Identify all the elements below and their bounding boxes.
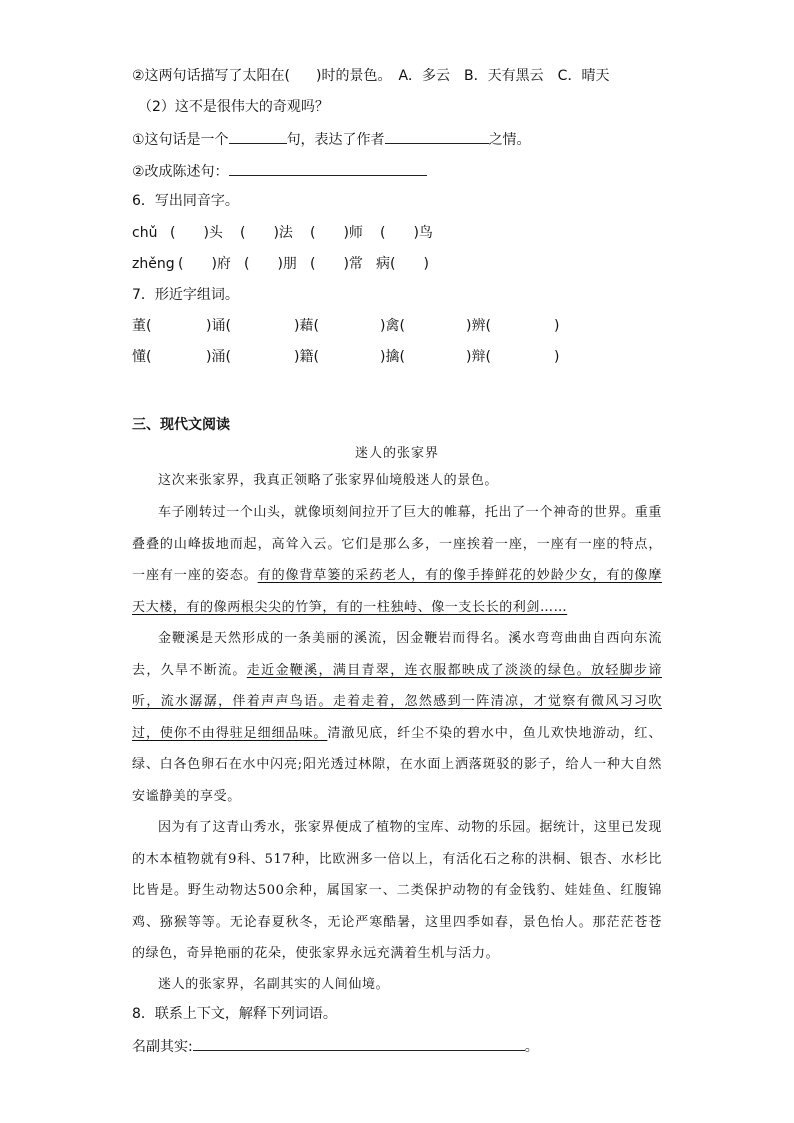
q5-options: A．多云 B．天有黑云 C．晴天: [398, 68, 610, 84]
answer-blank[interactable]: [229, 160, 427, 176]
q8-item: 名副其实: 。: [132, 1035, 539, 1057]
char-item: ): [554, 349, 560, 365]
passage-paragraph-1: 这次来张家界，我真正领略了张家界仙境般迷人的景色。: [158, 473, 499, 488]
char-item[interactable]: 董(: [132, 318, 152, 334]
char-item[interactable]: )籍(: [294, 349, 319, 365]
q5-part2-item-2: ②改成陈述句：: [132, 160, 427, 182]
homophone-item[interactable]: ( )头: [170, 225, 223, 241]
homophone-item[interactable]: ( )法: [240, 225, 293, 241]
char-item: ): [554, 318, 560, 334]
q7-heading: 7．形近字组词。: [132, 287, 239, 303]
underlined-sentence: 走近金鞭溪，满目青翠，连衣服都映成了淡淡的绿色。放轻脚步谛听，流水潺潺，伴着声声鸟语。走着走着，忽然感到一阵清凉，才觉察有微风习习吹过，使你不由得驻足细细品味。: [132, 662, 662, 741]
homophone-item[interactable]: ( )朋: [244, 256, 297, 272]
answer-blank[interactable]: [385, 128, 489, 144]
char-item[interactable]: )辨(: [466, 318, 491, 334]
underlined-sentence: 有的像背草篓的采药老人，有的像手捧鲜花的妙龄少女，有的像摩天大楼，有的像两根尖尖的竹笋，有的一柱独峙、像一支长长的利剑……: [132, 568, 662, 615]
char-item[interactable]: )藉(: [294, 318, 319, 334]
pinyin: chǔ: [132, 225, 158, 241]
char-item[interactable]: )诵(: [206, 318, 231, 334]
q7-row-1: [132, 316, 559, 336]
homophone-item[interactable]: ( )常: [310, 256, 363, 272]
char-item[interactable]: )禽(: [380, 318, 405, 334]
passage-paragraph-3: 金鞭溪是天然形成的一条美丽的溪流，因金鞭岩而得名。溪水弯弯曲曲自西向东流去，久旱不断流。走近金鞭溪，满目青翠，连衣服都映成了淡淡的绿色。放轻脚步谛听，流水潺潺，伴着声声鸟语。走着走着，忽然感到一阵清凉，才觉察有微风习习吹过，使你不由得驻足细细品味。清澈见底，纤尘不染的碧水中，鱼儿欢快地游动，红、绿、白各色卵石在水中闪亮;阳光透过林隙，在水面上洒落斑驳的影子，给人一种大自然安谧静美的享受。: [132, 631, 662, 804]
passage-paragraph-5: 迷人的张家界，名副其实的人间仙境。: [158, 977, 390, 992]
passage-paragraph-2: 车子刚转过一个山头，就像顷刻间拉开了巨大的帷幕，托出了一个神奇的世界。重重叠叠的山峰拔地而起，高耸入云。它们是那么多，一座挨着一座，一座有一座的特点，一座有一座的姿态。有的像背草篓的采药老人，有的像手捧鲜花的妙龄少女，有的像摩天大楼，有的像两根尖尖的竹笋，有的一柱独峙、像一支长长的利剑……: [132, 505, 662, 615]
passage-title: 迷人的张家界: [354, 446, 439, 461]
homophone-item[interactable]: ( )鸟: [380, 225, 433, 241]
homophone-item[interactable]: ( )府: [178, 256, 231, 272]
pinyin: zhěng: [132, 256, 175, 272]
q6-row-1: [132, 223, 433, 243]
section-heading: 三、现代文阅读: [132, 417, 230, 433]
homophone-item[interactable]: 病( ): [376, 256, 429, 272]
answer-blank[interactable]: [229, 128, 287, 144]
q5-part2-item-1: ①这句话是一个 句，表达了作者 之情。: [132, 128, 531, 150]
char-item[interactable]: )涌(: [206, 349, 231, 365]
q6-row-2: [132, 254, 429, 274]
char-item[interactable]: )擒(: [380, 349, 405, 365]
char-item[interactable]: )辩(: [466, 349, 491, 365]
answer-blank[interactable]: [193, 1035, 525, 1051]
q5-part2-label: （2）这不是很伟大的奇观吗？: [138, 99, 329, 115]
homophone-item[interactable]: ( )师: [310, 225, 363, 241]
char-item[interactable]: 懂(: [132, 349, 152, 365]
q5-item-2: ②这两句话描写了太阳在( )时的景色。 A．多云 B．天有黑云 C．晴天: [132, 68, 610, 84]
passage-paragraph-4: 因为有了这青山秀水，张家界便成了植物的宝库、动物的乐园。据统计，这里已发现的木本植物就有9科、517种，比欧洲多一倍以上，有活化石之称的洪桐、银杏、水杉比比皆是。野生动物达500余种，属国家一、二类保护动物的有金钱豹、娃娃鱼、红腹锦鸡、猕猴等等。无论春夏秋冬，无论严寒酷暑，这里四季如春，景色怡人。那茫茫苍苍的绿色，奇异艳丽的花朵，使张家界永远充满着生机与活力。: [132, 820, 662, 961]
q7-row-2: [132, 347, 559, 367]
q6-heading: 6．写出同音字。: [132, 193, 239, 209]
q8-heading: 8．联系上下文，解释下列词语。: [132, 1006, 337, 1022]
